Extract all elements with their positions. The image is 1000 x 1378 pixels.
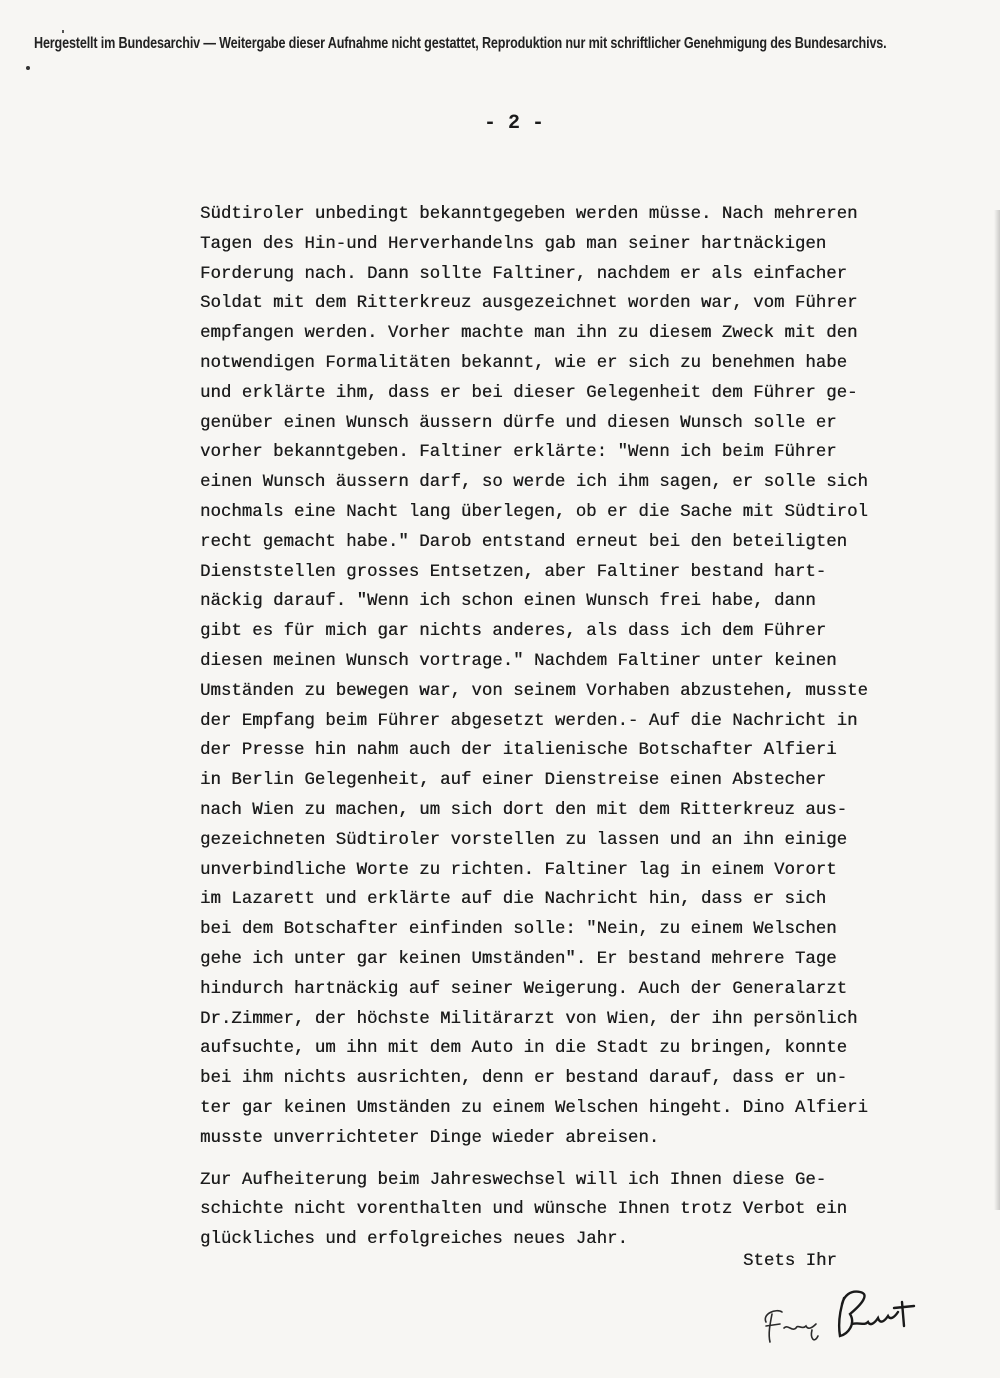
text-line: im Lazarett und erklärte auf die Nachricht hin, dass er sich bbox=[200, 890, 827, 910]
paragraph-2 bbox=[200, 1166, 995, 1255]
scan-artifact-dot bbox=[26, 66, 30, 70]
text-line: diesen meinen Wunsch vortrage." Nachdem Faltiner unter keinen bbox=[200, 651, 837, 671]
text-line: nochmals eine Nacht lang überlegen, ob er die Sache mit Südtirol bbox=[200, 502, 868, 522]
text-line: Forderung nach. Dann sollte Faltiner, nachdem er als einfacher bbox=[200, 264, 848, 284]
text-line: Soldat mit dem Ritterkreuz ausgezeichnet worden war, vom Führer bbox=[200, 294, 858, 314]
paragraph-1 bbox=[200, 200, 995, 1154]
text-line: Umständen zu bewegen war, von seinem Vorhaben abzustehen, musste bbox=[200, 681, 868, 701]
text-line: Zur Aufheiterung beim Jahreswechsel will ich Ihnen diese Ge- bbox=[200, 1170, 827, 1190]
text-line: genüber einen Wunsch äussern dürfe und diesen Wunsch solle er bbox=[200, 413, 837, 433]
text-line: glückliches und erfolgreiches neues Jahr. bbox=[200, 1230, 628, 1250]
text-line: unverbindliche Worte zu richten. Faltiner lag in einem Vorort bbox=[200, 860, 837, 880]
text-line: recht gemacht habe." Darob entstand erneut bei den beteiligten bbox=[200, 532, 848, 552]
text-line: empfangen werden. Vorher machte man ihn zu diesem Zweck mit den bbox=[200, 324, 858, 344]
text-line: gehe ich unter gar keinen Umständen". Er bestand mehrere Tage bbox=[200, 949, 837, 969]
archive-notice: Hergestellt im Bundesarchiv — Weitergabe dieser Aufnahme nicht gestattet, Reproduktion nur mit schriftlicher Genehmigung des Bundesarchivs. bbox=[34, 34, 887, 52]
text-line: bei ihm nichts ausrichten, denn er bestand darauf, dass er un- bbox=[200, 1069, 848, 1089]
text-line: näckig darauf. "Wenn ich schon einen Wunsch frei habe, dann bbox=[200, 592, 816, 612]
text-line: musste unverrichteter Dinge wieder abreisen. bbox=[200, 1128, 660, 1148]
text-line: bei dem Botschafter einfinden solle: "Nein, zu einem Welschen bbox=[200, 920, 837, 940]
text-line: gibt es für mich gar nichts anderes, als dass ich dem Führer bbox=[200, 622, 827, 642]
page-number: - 2 - bbox=[484, 112, 545, 135]
text-line: einen Wunsch äussern darf, so werde ich ihm sagen, er solle sich bbox=[200, 473, 868, 493]
text-line: hindurch hartnäckig auf seiner Weigerung. Auch der Generalarzt bbox=[200, 979, 848, 999]
text-line: Dr.Zimmer, der höchste Militärarzt von Wien, der ihn persönlich bbox=[200, 1009, 858, 1029]
text-line: ter gar keinen Umständen zu einem Welschen hingeht. Dino Alfieri bbox=[200, 1098, 868, 1118]
text-line: nach Wien zu machen, um sich dort den mit dem Ritterkreuz aus- bbox=[200, 800, 848, 820]
text-line: notwendigen Formalitäten bekannt, wie er sich zu benehmen habe bbox=[200, 353, 848, 373]
paragraph-gap bbox=[200, 1154, 995, 1166]
text-line: der Empfang beim Führer abgesetzt werden.- Auf die Nachricht in bbox=[200, 711, 858, 731]
text-line: gezeichneten Südtiroler vorstellen zu lassen und an ihn einige bbox=[200, 830, 848, 850]
text-line: und erklärte ihm, dass er bei dieser Gelegenheit dem Führer ge- bbox=[200, 383, 858, 403]
text-line: aufsuchte, um ihn mit dem Auto in die Stadt zu bringen, konnte bbox=[200, 1039, 848, 1059]
scan-edge-shadow bbox=[994, 210, 1000, 1210]
text-line: Dienststellen grosses Entsetzen, aber Faltiner bestand hart- bbox=[200, 562, 827, 582]
text-line: vorher bekanntgeben. Faltiner erklärte: "Wenn ich beim Führer bbox=[200, 443, 837, 463]
text-line: Tagen des Hin-und Herverhandelns gab man seiner hartnäckigen bbox=[200, 234, 827, 254]
scan-artifact-mark bbox=[62, 30, 64, 33]
handwritten-signature bbox=[752, 1284, 942, 1354]
text-line: Südtiroler unbedingt bekanntgegeben werden müsse. Nach mehreren bbox=[200, 205, 858, 224]
text-line: schichte nicht vorenthalten und wünsche Ihnen trotz Verbot ein bbox=[200, 1200, 848, 1220]
letter-body bbox=[200, 200, 995, 1255]
text-line: der Presse hin nahm auch der italienische Botschafter Alfieri bbox=[200, 741, 837, 761]
closing-salutation: Stets Ihr bbox=[743, 1252, 837, 1271]
text-line: in Berlin Gelegenheit, auf einer Dienstreise einen Abstecher bbox=[200, 771, 827, 791]
